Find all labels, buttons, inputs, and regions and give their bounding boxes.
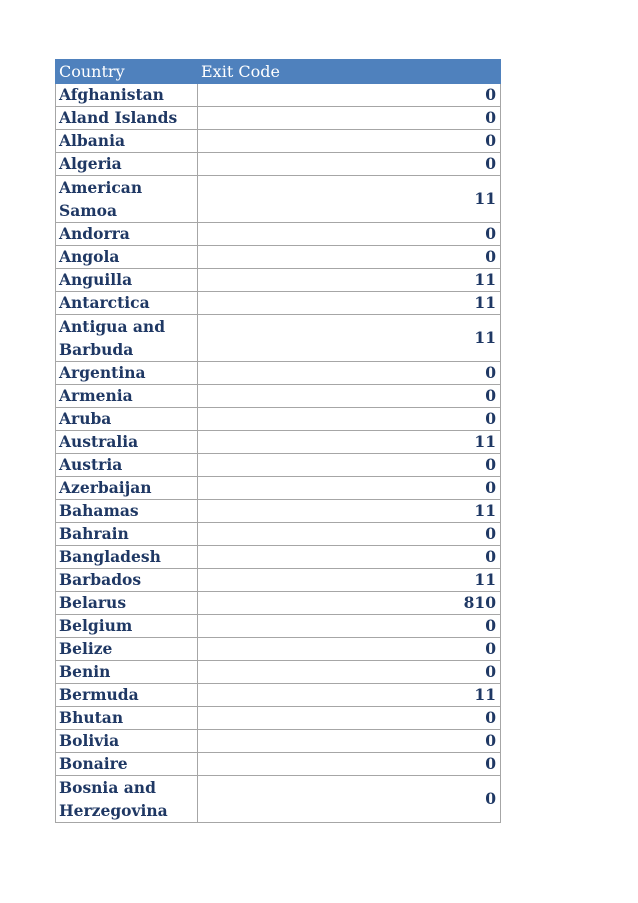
country-cell: Armenia	[56, 385, 198, 408]
header-row	[56, 60, 501, 84]
country-cell: Bosnia and Herzegovina	[56, 776, 198, 823]
country-cell: Angola	[56, 246, 198, 269]
table-row	[56, 753, 501, 776]
table-row	[56, 707, 501, 730]
exit-code-cell: 0	[198, 362, 501, 385]
table-row	[56, 84, 501, 107]
exit-code-cell: 11	[198, 315, 501, 362]
country-cell: Bahamas	[56, 500, 198, 523]
exit-code-cell: 11	[198, 684, 501, 707]
table-row	[56, 730, 501, 753]
exit-code-cell: 11	[198, 431, 501, 454]
table-row	[56, 661, 501, 684]
table-row	[56, 385, 501, 408]
exit-code-cell: 0	[198, 661, 501, 684]
country-cell: Austria	[56, 454, 198, 477]
country-cell: Bangladesh	[56, 546, 198, 569]
exit-code-cell: 0	[198, 523, 501, 546]
country-cell: Antarctica	[56, 292, 198, 315]
table-row	[56, 130, 501, 153]
exit-code-cell: 11	[198, 292, 501, 315]
country-cell: Andorra	[56, 223, 198, 246]
exit-code-cell: 0	[198, 408, 501, 431]
country-cell: Bolivia	[56, 730, 198, 753]
table-row	[56, 500, 501, 523]
exit-code-cell: 810	[198, 592, 501, 615]
country-cell: Aruba	[56, 408, 198, 431]
country-cell: Australia	[56, 431, 198, 454]
country-cell: Belize	[56, 638, 198, 661]
table-row	[56, 269, 501, 292]
table-row	[56, 153, 501, 176]
country-cell: Benin	[56, 661, 198, 684]
country-cell: Algeria	[56, 153, 198, 176]
table-row	[56, 569, 501, 592]
country-cell: Bonaire	[56, 753, 198, 776]
exit-code-cell: 0	[198, 638, 501, 661]
exit-code-cell: 0	[198, 546, 501, 569]
table-row	[56, 292, 501, 315]
table-row	[56, 638, 501, 661]
table-row	[56, 684, 501, 707]
country-cell: Argentina	[56, 362, 198, 385]
country-cell: Bhutan	[56, 707, 198, 730]
exit-code-cell: 0	[198, 385, 501, 408]
exit-code-cell: 0	[198, 753, 501, 776]
exit-code-cell: 0	[198, 246, 501, 269]
table-row	[56, 315, 501, 362]
table-header	[56, 60, 501, 84]
country-cell: American Samoa	[56, 176, 198, 223]
country-cell: Azerbaijan	[56, 477, 198, 500]
exit-code-cell: 11	[198, 500, 501, 523]
table-row	[56, 223, 501, 246]
table-row	[56, 362, 501, 385]
country-cell: Bahrain	[56, 523, 198, 546]
country-cell: Albania	[56, 130, 198, 153]
table-row	[56, 776, 501, 823]
exit-code-cell: 0	[198, 153, 501, 176]
table-body	[56, 84, 501, 823]
table-row	[56, 408, 501, 431]
exit-code-cell: 11	[198, 569, 501, 592]
table-row	[56, 246, 501, 269]
table-row	[56, 592, 501, 615]
country-cell: Barbados	[56, 569, 198, 592]
exit-code-cell: 0	[198, 84, 501, 107]
table-row	[56, 477, 501, 500]
table-row	[56, 431, 501, 454]
exit-code-cell: 11	[198, 176, 501, 223]
country-cell: Anguilla	[56, 269, 198, 292]
table-row	[56, 107, 501, 130]
exit-code-cell: 0	[198, 615, 501, 638]
country-cell: Antigua and Barbuda	[56, 315, 198, 362]
country-cell: Belarus	[56, 592, 198, 615]
exit-code-table	[55, 59, 501, 823]
exit-code-cell: 0	[198, 454, 501, 477]
exit-code-cell: 0	[198, 130, 501, 153]
table-row	[56, 546, 501, 569]
column-header-exit-code: Exit Code	[198, 60, 501, 84]
country-cell: Belgium	[56, 615, 198, 638]
table-row	[56, 615, 501, 638]
table-row	[56, 454, 501, 477]
exit-code-cell: 0	[198, 730, 501, 753]
column-header-country: Country	[56, 60, 198, 84]
table-row	[56, 523, 501, 546]
exit-code-cell: 11	[198, 269, 501, 292]
country-cell: Aland Islands	[56, 107, 198, 130]
exit-code-cell: 0	[198, 477, 501, 500]
country-cell: Afghanistan	[56, 84, 198, 107]
exit-code-cell: 0	[198, 707, 501, 730]
exit-code-cell: 0	[198, 223, 501, 246]
table-row	[56, 176, 501, 223]
exit-code-cell: 0	[198, 107, 501, 130]
country-cell: Bermuda	[56, 684, 198, 707]
exit-code-cell: 0	[198, 776, 501, 823]
